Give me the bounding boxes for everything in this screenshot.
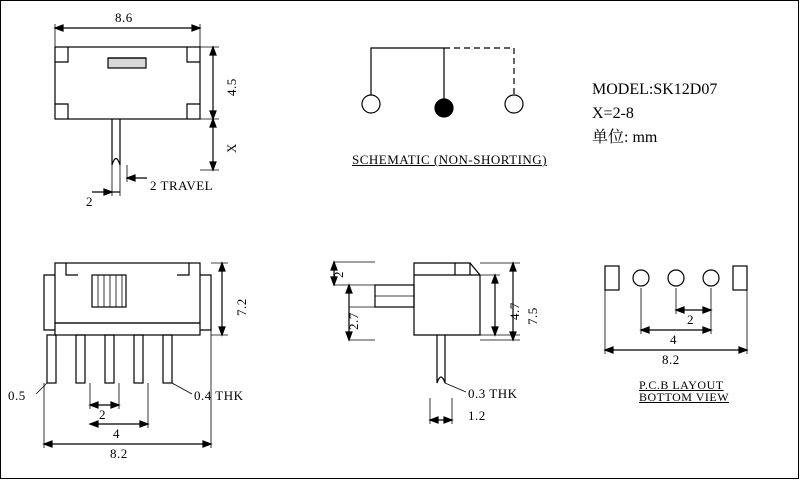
unit-label: 单位: mm bbox=[592, 129, 658, 146]
dim-pin-pitch: 2 bbox=[99, 407, 106, 422]
pcb-caption-line2: BOTTOM VIEW bbox=[639, 390, 730, 404]
model-label: MODEL:SK12D07 bbox=[592, 81, 718, 98]
dim-pcb-overall: 8.2 bbox=[662, 352, 680, 367]
dim-side-actuator-top: 2 bbox=[331, 271, 346, 278]
dim-pin-span: 4 bbox=[113, 426, 120, 441]
dim-pin-thickness: 0.4 THK bbox=[194, 388, 244, 403]
dim-pcb-hole-span: 4 bbox=[670, 332, 677, 347]
travel-range-label: X=2-8 bbox=[592, 105, 634, 122]
dim-front-width: 8.6 bbox=[115, 10, 133, 25]
dim-front-x: X bbox=[224, 143, 239, 153]
dim-pcb-hole-pitch: 2 bbox=[687, 312, 694, 327]
dim-side-pin-width: 1.2 bbox=[468, 408, 486, 423]
dim-side-body-height: 4.7 bbox=[507, 302, 522, 320]
pcb-caption-line1: P.C.B LAYOUT bbox=[639, 378, 724, 392]
dim-travel: 2 TRAVEL bbox=[150, 178, 214, 193]
schematic-caption: SCHEMATIC (NON-SHORTING) bbox=[352, 152, 548, 167]
title-block bbox=[592, 78, 717, 150]
dim-actuator-width: 2 bbox=[86, 194, 93, 209]
dim-side-pin-thickness: 0.3 THK bbox=[468, 386, 518, 401]
dim-pin-left-offset: 0.5 bbox=[8, 388, 26, 403]
dim-rear-overall-width: 8.2 bbox=[110, 446, 128, 461]
dim-front-height: 4.5 bbox=[224, 78, 239, 96]
dim-side-actuator-offset: 2.7 bbox=[346, 312, 361, 330]
dim-rear-height: 7.2 bbox=[234, 298, 249, 316]
dim-side-total-height: 7.5 bbox=[525, 307, 540, 325]
